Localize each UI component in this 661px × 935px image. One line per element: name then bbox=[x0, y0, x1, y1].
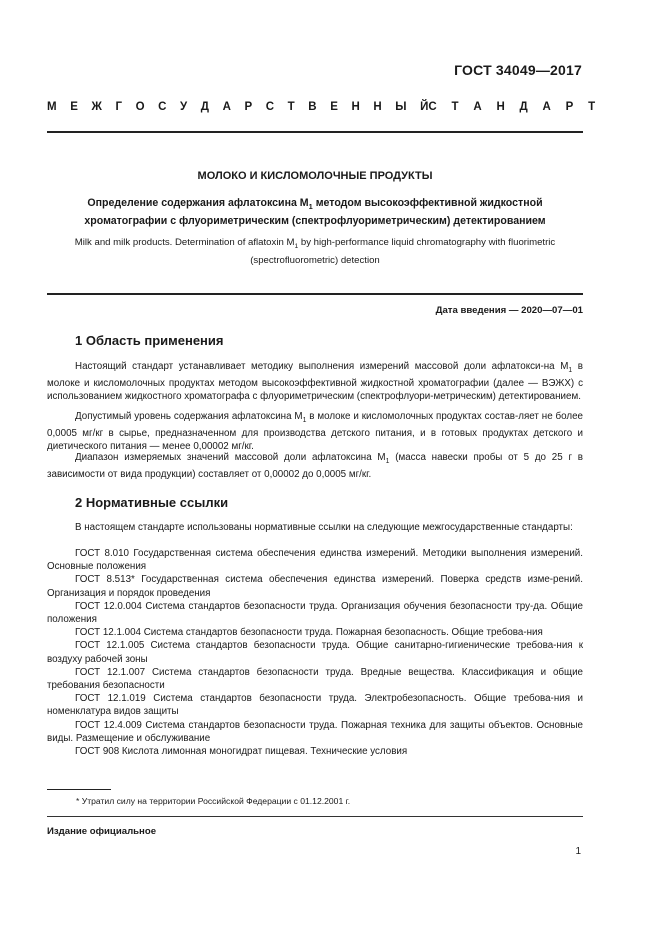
p1-text-a: Настоящий стандарт устанавливает методику выполнения измерений массовой доли афлатокси-на М bbox=[75, 361, 569, 372]
banner-letter: Ы bbox=[395, 101, 407, 113]
subtitle-line1-end: методом высокоэффективной жидкостной bbox=[312, 197, 543, 209]
banner-letter: Т bbox=[588, 101, 596, 113]
banner-letter: Е bbox=[70, 101, 78, 113]
p2-text-a: Допустимый уровень содержания афлатоксина М bbox=[75, 411, 303, 422]
p3-subscript: 1 bbox=[385, 457, 390, 465]
bottom-rule bbox=[47, 816, 583, 817]
reference-item: ГОСТ 12.1.007 Система стандартов безопасности труда. Вредные вещества. Классификация и общие требования безопасности bbox=[47, 666, 583, 692]
section1-paragraph-2 bbox=[47, 410, 583, 454]
reference-item: ГОСТ 908 Кислота лимонная моногидрат пищевая. Технические условия bbox=[75, 746, 408, 758]
footnote-rule bbox=[47, 789, 111, 790]
section1-paragraph-1 bbox=[47, 360, 583, 404]
reference-item: ГОСТ 12.1.019 Система стандартов безопасности труда. Электробезопасность. Общие требова-ния и номенклатура видов защиты bbox=[47, 693, 583, 718]
banner-letter: Н bbox=[373, 101, 382, 113]
english-subscript: 1 bbox=[294, 242, 299, 250]
banner-letter: С bbox=[158, 101, 167, 113]
document-subtitle bbox=[60, 196, 570, 229]
document-code: ГОСТ 34049—2017 bbox=[454, 62, 582, 78]
banner-letter: Д bbox=[200, 101, 209, 113]
section2-intro: В настоящем стандарте использованы нормативные ссылки на следующие межгосударственные стандарты: bbox=[75, 522, 573, 533]
reference-item: ГОСТ 8.513* Государственная система обеспечения единства измерений. Поверка средств изме-рений. Организация и порядок проведения bbox=[47, 574, 583, 599]
banner-word-interstate bbox=[47, 101, 428, 113]
banner-letter: О bbox=[135, 101, 145, 113]
introduction-date: Дата введения — 2020—07—01 bbox=[435, 305, 583, 316]
p3-text-b: (масса навески пробы от 5 до 25 г в зависимости от вида продукции) составляет от 0,00002 до 0,0005 мг/кг. bbox=[47, 452, 583, 481]
banner-letter: Р bbox=[244, 101, 253, 113]
english-line2: (spectrofluorometric) detection bbox=[250, 254, 380, 266]
p3-text-a: Диапазон измеряемых значений массовой доли афлатоксина М bbox=[75, 452, 386, 463]
banner-letter: Н bbox=[351, 101, 360, 113]
subtitle-line1-text: Определение содержания афлатоксина М bbox=[87, 197, 309, 209]
footnote: * Утратил силу на территории Российской Федерации с 01.12.2001 г. bbox=[76, 796, 351, 806]
reference-item: ГОСТ 12.1.004 Система стандартов безопасности труда. Пожарная безопасность. Общие требова-ния bbox=[75, 627, 543, 639]
reference-item: ГОСТ 12.0.004 Система стандартов безопасности труда. Организация обучения безопасности тру-да. Общие положения bbox=[47, 600, 583, 626]
banner-letter: Е bbox=[330, 101, 338, 113]
section2-heading: 2 Нормативные ссылки bbox=[75, 495, 229, 510]
page-number: 1 bbox=[575, 846, 581, 857]
p1-subscript: 1 bbox=[568, 366, 573, 374]
banner-letter: Н bbox=[496, 101, 505, 113]
banner-letter: В bbox=[308, 101, 317, 113]
subtitle-line2: хроматографии с флуориметрическим (спектрофлуориметрическим) детектированием bbox=[84, 215, 546, 228]
banner-letter: Й bbox=[420, 101, 429, 113]
p2-subscript: 1 bbox=[302, 416, 307, 424]
banner-letter: М bbox=[47, 101, 57, 113]
references-list bbox=[47, 547, 583, 758]
banner-letter: А bbox=[542, 101, 551, 113]
banner-letter: Т bbox=[451, 101, 459, 113]
official-edition-label: Издание официальное bbox=[47, 826, 157, 837]
banner-letter: А bbox=[222, 101, 231, 113]
subtitle-subscript: 1 bbox=[308, 202, 313, 212]
banner-letter: С bbox=[428, 101, 437, 113]
banner-letter: Р bbox=[565, 101, 574, 113]
reference-item: ГОСТ 12.4.009 Система стандартов безопасности труда. Пожарная техника для защиты объектов. Основные виды. Размещение и обслуживание bbox=[47, 719, 583, 744]
english-line1-text: Milk and milk products. Determination of aflatoxin M bbox=[74, 237, 295, 248]
banner-letter: Д bbox=[519, 101, 528, 113]
reference-item: ГОСТ 8.010 Государственная система обеспечения единства измерений. Методики выполнения измерений. Основные положения bbox=[47, 548, 583, 573]
banner-letter: А bbox=[473, 101, 482, 113]
reference-item: ГОСТ 12.1.005 Система стандартов безопасности труда. Общие санитарно-гигиенические требова-ния к воздуху рабочей зоны bbox=[47, 640, 583, 665]
p1-text-b: в молоке и кисломолочных продуктах методом высокоэффективной жидкостной хроматографии (далее — ВЭЖХ) с использованием жидкостного хроматографа с флуориметрическим (спектрофлуори-метрическим) детектированием. bbox=[47, 361, 583, 403]
english-line1-end: by high-performance liquid chromatography with fluorimetric bbox=[298, 237, 556, 248]
banner-word-standard bbox=[428, 101, 595, 113]
standard-banner bbox=[47, 101, 596, 113]
section1-heading: 1 Область применения bbox=[75, 333, 224, 348]
banner-letter: С bbox=[265, 101, 275, 113]
title-rule bbox=[47, 293, 583, 295]
banner-letter: Ж bbox=[91, 101, 102, 113]
top-rule bbox=[47, 131, 583, 133]
section1-paragraph-3 bbox=[47, 451, 583, 481]
document-title: МОЛОКО И КИСЛОМОЛОЧНЫЕ ПРОДУКТЫ bbox=[197, 170, 433, 182]
banner-letter: Г bbox=[115, 101, 122, 113]
p2-text-b: в молоке и кисломолочных продуктах состав-ляет не более 0,0005 мг/кг в сырье, предназначенном для производства детского питания, и в готовых продуктах детского и диетического питания — менее 0,00002 мг/кг. bbox=[47, 411, 583, 453]
banner-letter: У bbox=[180, 101, 188, 113]
english-title bbox=[60, 236, 570, 268]
banner-letter: Т bbox=[287, 101, 295, 113]
